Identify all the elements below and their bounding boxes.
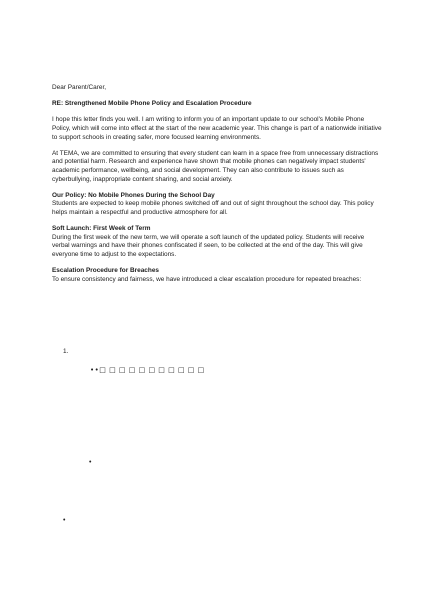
bullet-marker: •: [89, 459, 92, 466]
subject-line: RE: Strengthened Mobile Phone Policy and Escalation Procedure: [52, 100, 252, 108]
escalation-section: [52, 267, 382, 284]
bullet-marker: •: [63, 517, 66, 524]
escalation-text: To ensure consistency and fairness, we have introduced a clear escalation procedure for repeated breaches:: [52, 275, 362, 283]
letter-body: [52, 84, 382, 292]
policy-text: Students are expected to keep mobile phones switched off and out of sight throughout the school day. This policy helps maintain a respectful and productive atmosphere for all.: [52, 200, 374, 216]
soft-launch-text: During the first week of the new term, we will operate a soft launch of the updated policy. Students will receive verbal warnings and have their phones confiscated if seen, to be collected at the end of the day. This will give everyone time to adjust to the expectations.: [52, 233, 365, 258]
soft-launch-heading: Soft Launch: First Week of Term: [52, 225, 151, 233]
soft-launch-section: [52, 225, 382, 259]
escalation-heading: Escalation Procedure for Breaches: [52, 267, 159, 275]
garbled-list-item: ••□ □ □ □ □ □ □ □ □ □ □: [90, 366, 205, 374]
intro-paragraph: I hope this letter finds you well. I am writing to inform you of an important update to our school's Mobile Phone Policy, which will come into effect at the start of the new academic year. This change is part of a nationwide initiative to support schools in creating safer, more focused learning environments.: [52, 116, 382, 141]
salutation: Dear Parent/Carer,: [52, 84, 107, 91]
list-number: 1.: [63, 348, 69, 355]
policy-heading: Our Policy: No Mobile Phones During the School Day: [52, 191, 215, 199]
policy-section: [52, 192, 382, 218]
commitment-paragraph: At TEMA, we are committed to ensuring that every student can learn in a space free from unnecessary distractions and potential harm. Research and experience have shown that mobile phones can negatively impact students' academic performance, wellbeing, and social development. They can also contribute to issues such as cyberbullying, inappropriate content sharing, and social anxiety.: [52, 149, 379, 183]
